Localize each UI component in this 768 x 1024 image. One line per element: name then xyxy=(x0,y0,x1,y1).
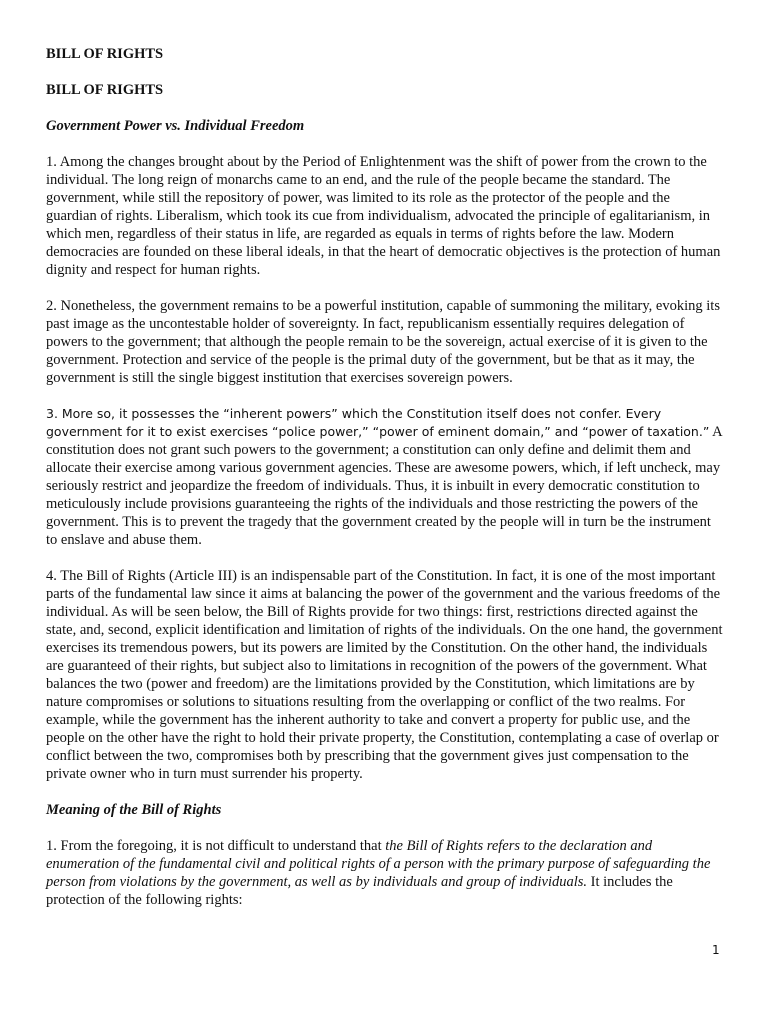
paragraph-3-inherent-powers: 3. More so, it possesses the “inherent powers” which the Constitution itself does not confer. Every government for it to exist exercises “police power,” “power of eminent domain,” and “power of taxation.” xyxy=(46,406,710,439)
document-title-repeat: BILL OF RIGHTS xyxy=(46,82,164,98)
section-heading-government-power: Government Power vs. Individual Freedom xyxy=(46,118,305,134)
paragraph-2: 2. Nonetheless, the government remains to be a powerful institution, capable of summoning the military, evoking its past image as the uncontestable holder of sovereignty. In fact, republicanism essentially requires delegation of powers to the government; that although the people remain to be the sovereign, actual exercise of it is given to the government. Protection and service of the people is the primal duty of the government, but be that as it may, the government is still the single biggest institution that exercises sovereign powers. xyxy=(46,298,720,386)
paragraph-4: 4. The Bill of Rights (Article III) is an indispensable part of the Constitution. In fact, it is one of the most important parts of the fundamental law since it aims at balancing the power of the government and the various freedoms of the individual. As will be seen below, the Bill of Rights provide for two things: first, restrictions directed against the state, and, second, explicit identification and limitation of rights of the individuals. On the one hand, the government exercises its tremendous powers, but its powers are limited by the Constitution. On the other hand, the individuals are guaranteed of their rights, but subject also to limitations in recognition of the powers of the government. What balances the two (power and freedom) are the limitations provided by the Constitution, which limitations are by nature compromises or solutions to situations resulting from the overlapping or conflict of the two realms. For example, while the government has the inherent authority to take and convert a property for public use, and the people on the other have the right to hold their private property, the Constitution, contemplating a case of overlap or conflict between the two, compromises both by prescribing that the government gives just compensation to the private owner who in turn must surrender his property. xyxy=(46,568,723,782)
paragraph-3-rest: A constitution does not grant such powers to the government; a constitution can only define and delimit them and allocate their exercise among various government agencies. These are awesome powers, which, if left uncheck, may seriously restrict and jeopardize the freedom of individuals. Thus, it is inbuilt in every democratic constitution to meticulously include provisions guaranteeing the rights of the individuals and those restricting the powers of the government. This is to prevent the tragedy that the government created by the people will in turn be the instrument to enslave and abuse them. xyxy=(46,424,722,548)
paragraph-5-start: 1. From the foregoing, it is not difficult to understand that xyxy=(46,838,386,854)
document-title: BILL OF RIGHTS xyxy=(46,46,164,62)
page-number: 1 xyxy=(712,943,720,957)
paragraph-3 xyxy=(46,405,723,549)
section-heading-meaning: Meaning of the Bill of Rights xyxy=(46,802,222,818)
paragraph-5 xyxy=(46,837,723,909)
paragraph-5-definition: the Bill of Rights refers to the declaration and enumeration of the fundamental civil and political rights of a person with the primary purpose of safeguarding the person from violations by the government, as well as by individuals and group of individuals. xyxy=(46,838,711,890)
paragraph-5-end: It includes the protection of the following rights: xyxy=(46,874,673,908)
paragraph-1: 1. Among the changes brought about by the Period of Enlightenment was the shift of power from the crown to the individual. The long reign of monarchs came to an end, and the rule of the people became the standard. The government, while still the repository of power, was limited to its role as the protector of the people and the guardian of rights. Liberalism, which took its cue from individualism, advocated the principle of egalitarianism, in which men, regardless of their status in life, are regarded as equals in terms of rights before the law. Modern democracies are founded on these liberal ideals, in that the heart of democratic objectives is the protection of human dignity and respect for human rights. xyxy=(46,154,721,278)
